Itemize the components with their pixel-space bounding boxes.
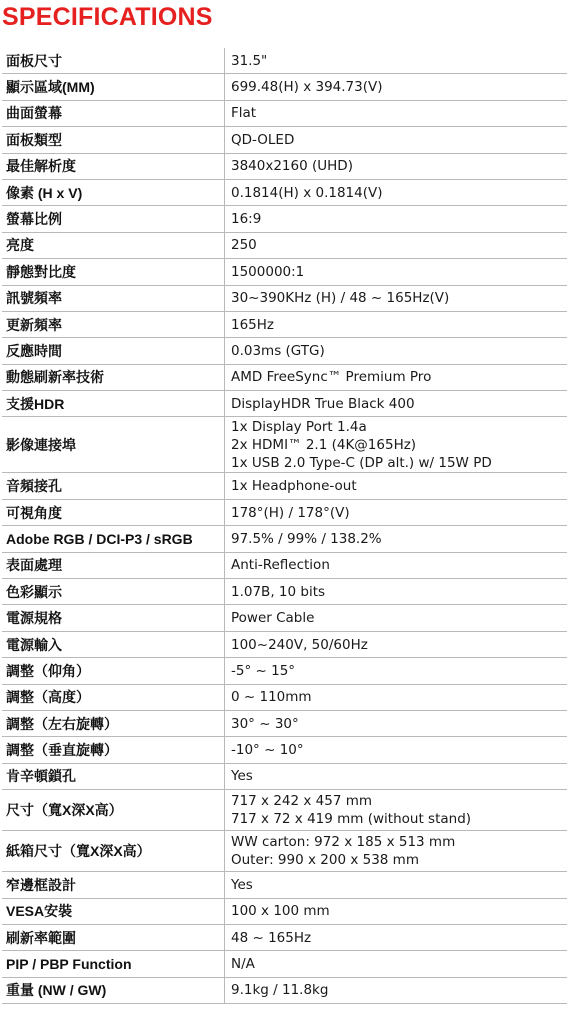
spec-value: Power Cable <box>231 610 315 627</box>
spec-value: QD-OLED <box>231 131 295 148</box>
spec-row <box>2 831 567 872</box>
spec-label: 尺寸（寬X深X高） <box>2 790 225 831</box>
spec-value: -5° ~ 15° <box>231 662 296 679</box>
spec-row <box>2 232 567 258</box>
spec-row <box>2 48 567 74</box>
spec-value-cell <box>225 631 568 657</box>
spec-row <box>2 285 567 311</box>
spec-row <box>2 898 567 924</box>
spec-value-cell <box>225 417 568 473</box>
spec-label: 反應時間 <box>2 338 225 364</box>
spec-row <box>2 391 567 417</box>
spec-row <box>2 259 567 285</box>
spec-value-cell <box>225 977 568 1003</box>
spec-label: 電源輸入 <box>2 631 225 657</box>
spec-label: 可視角度 <box>2 499 225 525</box>
spec-label: 支援HDR <box>2 391 225 417</box>
spec-label: 音頻接孔 <box>2 473 225 499</box>
spec-value-cell <box>225 311 568 337</box>
spec-value-cell <box>225 338 568 364</box>
page-title: SPECIFICATIONS <box>2 3 213 31</box>
spec-label: 最佳解析度 <box>2 153 225 179</box>
spec-value-cell <box>225 100 568 126</box>
spec-row <box>2 924 567 950</box>
specifications-table-body <box>2 48 567 1004</box>
spec-row <box>2 710 567 736</box>
spec-value: 1x Headphone-out <box>231 478 357 495</box>
spec-value: 178°(H) / 178°(V) <box>231 504 350 521</box>
spec-label: 面板尺寸 <box>2 48 225 74</box>
spec-value-cell <box>225 790 568 831</box>
spec-value: 0.03ms (GTG) <box>231 342 325 359</box>
spec-label: 調整（左右旋轉） <box>2 710 225 736</box>
spec-value: 0.1814(H) x 0.1814(V) <box>231 184 383 201</box>
spec-value: 100 x 100 mm <box>231 903 330 920</box>
spec-label: 表面處理 <box>2 552 225 578</box>
spec-value: WW carton: 972 x 185 x 513 mm <box>231 834 456 851</box>
spec-row <box>2 526 567 552</box>
spec-label: 刷新率範圍 <box>2 924 225 950</box>
spec-value-cell <box>225 74 568 100</box>
spec-label: 動態刷新率技術 <box>2 364 225 390</box>
spec-value: 97.5% / 99% / 138.2% <box>231 530 382 547</box>
spec-value: 31.5" <box>231 52 268 69</box>
spec-row <box>2 338 567 364</box>
spec-label: 調整（垂直旋轉） <box>2 737 225 763</box>
spec-value: -10° ~ 10° <box>231 742 304 759</box>
spec-value: AMD FreeSync™ Premium Pro <box>231 369 432 386</box>
spec-value: DisplayHDR True Black 400 <box>231 395 415 412</box>
spec-row <box>2 790 567 831</box>
spec-label: 螢幕比例 <box>2 206 225 232</box>
spec-row <box>2 364 567 390</box>
spec-label: 色彩顯示 <box>2 579 225 605</box>
spec-value: 165Hz <box>231 316 275 333</box>
spec-row <box>2 206 567 232</box>
spec-value: 16:9 <box>231 211 262 228</box>
spec-value: Anti-Reflection <box>231 557 330 574</box>
spec-label: 影像連接埠 <box>2 417 225 473</box>
spec-value-cell <box>225 552 568 578</box>
spec-label: 紙箱尺寸（寬X深X高） <box>2 831 225 872</box>
spec-row <box>2 951 567 977</box>
spec-row <box>2 631 567 657</box>
spec-value: 717 x 72 x 419 mm (without stand) <box>231 811 472 828</box>
spec-label: 靜態對比度 <box>2 259 225 285</box>
spec-row <box>2 684 567 710</box>
spec-row <box>2 737 567 763</box>
spec-value-cell <box>225 924 568 950</box>
spec-value-cell <box>225 499 568 525</box>
spec-value-cell <box>225 127 568 153</box>
spec-value: 717 x 242 x 457 mm <box>231 793 373 810</box>
spec-value-cell <box>225 285 568 311</box>
spec-label: 面板類型 <box>2 127 225 153</box>
spec-row <box>2 872 567 898</box>
spec-row <box>2 473 567 499</box>
spec-label: 肯辛頓鎖孔 <box>2 763 225 789</box>
spec-label: PIP / PBP Function <box>2 951 225 977</box>
spec-row <box>2 552 567 578</box>
spec-value: 2x HDMI™ 2.1 (4K@165Hz) <box>231 436 417 453</box>
spec-label: 調整（仰角） <box>2 658 225 684</box>
spec-value-cell <box>225 579 568 605</box>
spec-value-cell <box>225 48 568 74</box>
spec-value-cell <box>225 710 568 736</box>
spec-value: 699.48(H) x 394.73(V) <box>231 79 383 96</box>
spec-value-cell <box>225 259 568 285</box>
spec-value: 3840x2160 (UHD) <box>231 158 353 175</box>
spec-value: N/A <box>231 956 255 973</box>
spec-row <box>2 658 567 684</box>
spec-value-cell <box>225 831 568 872</box>
spec-value: 1x USB 2.0 Type-C (DP alt.) w/ 15W PD <box>231 454 492 471</box>
spec-row <box>2 311 567 337</box>
spec-value-cell <box>225 763 568 789</box>
spec-value: 100~240V, 50/60Hz <box>231 636 368 653</box>
spec-value: 48 ~ 165Hz <box>231 929 312 946</box>
spec-label: 曲面螢幕 <box>2 100 225 126</box>
spec-value-cell <box>225 364 568 390</box>
spec-row <box>2 179 567 205</box>
spec-value-cell <box>225 232 568 258</box>
spec-value: Outer: 990 x 200 x 538 mm <box>231 852 419 869</box>
spec-value-cell <box>225 951 568 977</box>
spec-value: 30~390KHz (H) / 48 ~ 165Hz(V) <box>231 290 450 307</box>
spec-value-cell <box>225 179 568 205</box>
spec-value: 30° ~ 30° <box>231 715 299 732</box>
spec-value: 1.07B, 10 bits <box>231 583 326 600</box>
spec-row <box>2 977 567 1003</box>
spec-label: 顯示區域(MM) <box>2 74 225 100</box>
spec-value-cell <box>225 737 568 763</box>
spec-row <box>2 499 567 525</box>
spec-label: 窄邊框設計 <box>2 872 225 898</box>
spec-row <box>2 127 567 153</box>
spec-row <box>2 100 567 126</box>
spec-value-cell <box>225 658 568 684</box>
spec-label: 更新頻率 <box>2 311 225 337</box>
spec-value-cell <box>225 898 568 924</box>
spec-row <box>2 153 567 179</box>
spec-value: 1500000:1 <box>231 263 305 280</box>
spec-label: Adobe RGB / DCI-P3 / sRGB <box>2 526 225 552</box>
spec-row <box>2 605 567 631</box>
spec-value: 250 <box>231 237 257 254</box>
spec-value-cell <box>225 153 568 179</box>
spec-value-cell <box>225 473 568 499</box>
spec-value: 1x Display Port 1.4a <box>231 418 367 435</box>
spec-label: 像素 (H x V) <box>2 179 225 205</box>
spec-label: 電源規格 <box>2 605 225 631</box>
spec-value: Flat <box>231 105 257 122</box>
spec-label: 亮度 <box>2 232 225 258</box>
spec-row <box>2 579 567 605</box>
spec-value-cell <box>225 206 568 232</box>
spec-value-cell <box>225 605 568 631</box>
spec-value: Yes <box>231 876 253 893</box>
specifications-table <box>2 48 567 1004</box>
spec-value: 0 ~ 110mm <box>231 689 312 706</box>
spec-row <box>2 763 567 789</box>
spec-value: 9.1kg / 11.8kg <box>231 982 329 999</box>
spec-value: Yes <box>231 768 253 785</box>
spec-value-cell <box>225 684 568 710</box>
spec-row <box>2 74 567 100</box>
spec-value-cell <box>225 391 568 417</box>
spec-label: 訊號頻率 <box>2 285 225 311</box>
spec-value-cell <box>225 872 568 898</box>
spec-value-cell <box>225 526 568 552</box>
spec-label: 重量 (NW / GW) <box>2 977 225 1003</box>
spec-label: VESA安裝 <box>2 898 225 924</box>
spec-label: 調整（高度） <box>2 684 225 710</box>
spec-row <box>2 417 567 473</box>
